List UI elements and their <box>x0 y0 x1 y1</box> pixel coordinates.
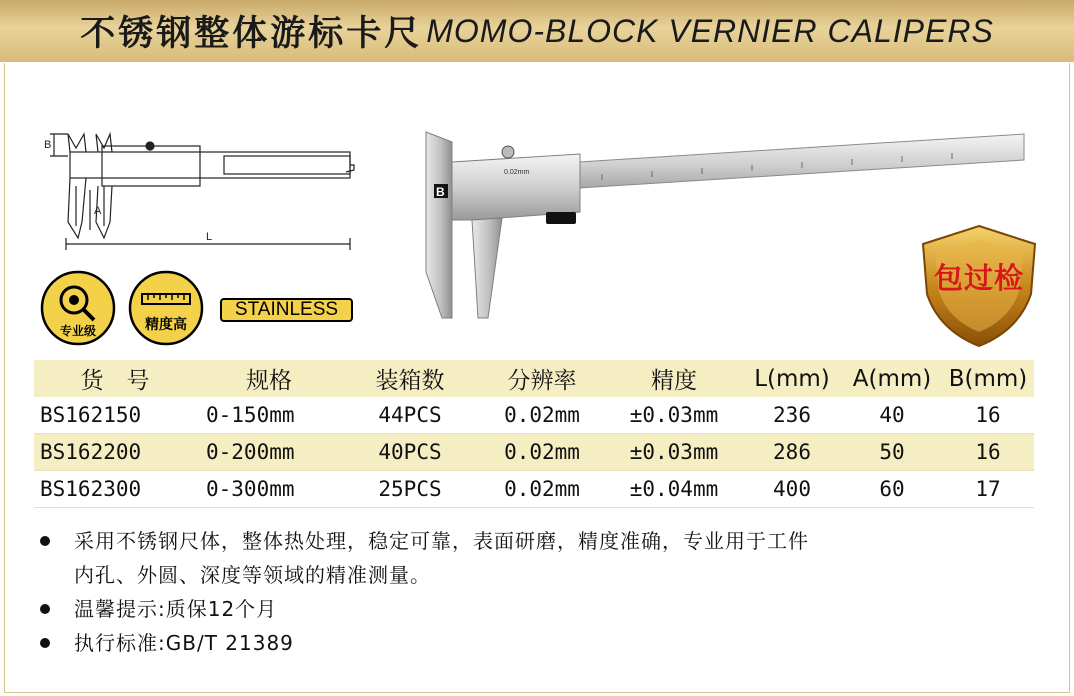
stainless-tag: STAINLESS <box>220 298 353 322</box>
table-row <box>34 397 1034 434</box>
cell-b: 17 <box>942 471 1034 508</box>
high-precision-badge <box>126 270 206 346</box>
cell-a: 40 <box>842 397 942 434</box>
cell-spec: 0-200mm <box>196 434 342 471</box>
title-english: MOMO-BLOCK VERNIER CALIPERS <box>426 12 994 49</box>
cell-length: 286 <box>742 434 842 471</box>
page-title <box>0 6 1074 56</box>
note-item <box>40 592 1040 626</box>
note-item <box>40 626 1040 660</box>
note-continuation <box>40 558 1040 592</box>
cell-resolution: 0.02mm <box>478 434 606 471</box>
cell-pack-qty: 40PCS <box>342 434 478 471</box>
bullet-icon <box>40 638 50 648</box>
title-chinese: 不锈钢整体游标卡尺 <box>80 14 423 54</box>
pro-grade-label: 专业级 <box>59 324 96 338</box>
bullet-icon <box>40 604 50 614</box>
feature-notes <box>40 524 1040 660</box>
note-text: 温馨提示:质保12个月 <box>74 597 278 621</box>
header-spec: 规格 <box>196 360 342 397</box>
table-header-row <box>34 360 1034 397</box>
cell-spec: 0-150mm <box>196 397 342 434</box>
cell-a: 60 <box>842 471 942 508</box>
cell-a: 50 <box>842 434 942 471</box>
high-precision-label: 精度高 <box>145 317 187 333</box>
cell-spec: 0-300mm <box>196 471 342 508</box>
cell-accuracy: ±0.03mm <box>606 434 742 471</box>
header-a: A(mm) <box>842 360 942 397</box>
cell-resolution: 0.02mm <box>478 471 606 508</box>
table-row <box>34 434 1034 471</box>
dimension-b-label: B <box>44 139 52 151</box>
cell-accuracy: ±0.03mm <box>606 397 742 434</box>
note-item <box>40 524 1040 558</box>
header-resolution: 分辨率 <box>478 360 606 397</box>
table-row <box>34 471 1034 508</box>
cell-length: 236 <box>742 397 842 434</box>
cell-b: 16 <box>942 434 1034 471</box>
cell-pack-qty: 25PCS <box>342 471 478 508</box>
cell-length: 400 <box>742 471 842 508</box>
ruler-icon <box>126 270 206 346</box>
cell-model: BS162300 <box>34 471 196 508</box>
header-bar <box>0 0 1074 62</box>
cell-pack-qty: 44PCS <box>342 397 478 434</box>
note-text: 采用不锈钢尺体，整体热处理，稳定可靠，表面研磨，精度准确，专业用于工件 <box>74 529 809 553</box>
cell-b: 16 <box>942 397 1034 434</box>
brand-mark: B <box>436 185 445 199</box>
header-length: L(mm) <box>742 360 842 397</box>
dimension-a-label: A <box>94 205 102 217</box>
gauge-reading-text: 0.02mm <box>504 169 530 176</box>
header-accuracy: 精度 <box>606 360 742 397</box>
guarantee-label: 包过检 <box>933 261 1024 295</box>
note-text: 执行标准:GB/T 21389 <box>74 631 294 655</box>
dimension-l-label: L <box>206 231 213 243</box>
header-model: 货 号 <box>34 360 196 397</box>
pro-grade-badge <box>38 270 118 346</box>
spec-table <box>34 360 1034 508</box>
inspection-guarantee-badge <box>915 222 1043 350</box>
cell-model: BS162150 <box>34 397 196 434</box>
cell-model: BS162200 <box>34 434 196 471</box>
note-text: 内孔、外圆、深度等领域的精准测量。 <box>74 563 431 587</box>
header-pack-qty: 装箱数 <box>342 360 478 397</box>
cell-accuracy: ±0.04mm <box>606 471 742 508</box>
header-b: B(mm) <box>942 360 1034 397</box>
caliper-diagram <box>40 126 355 254</box>
bullet-icon <box>40 536 50 546</box>
cell-resolution: 0.02mm <box>478 397 606 434</box>
